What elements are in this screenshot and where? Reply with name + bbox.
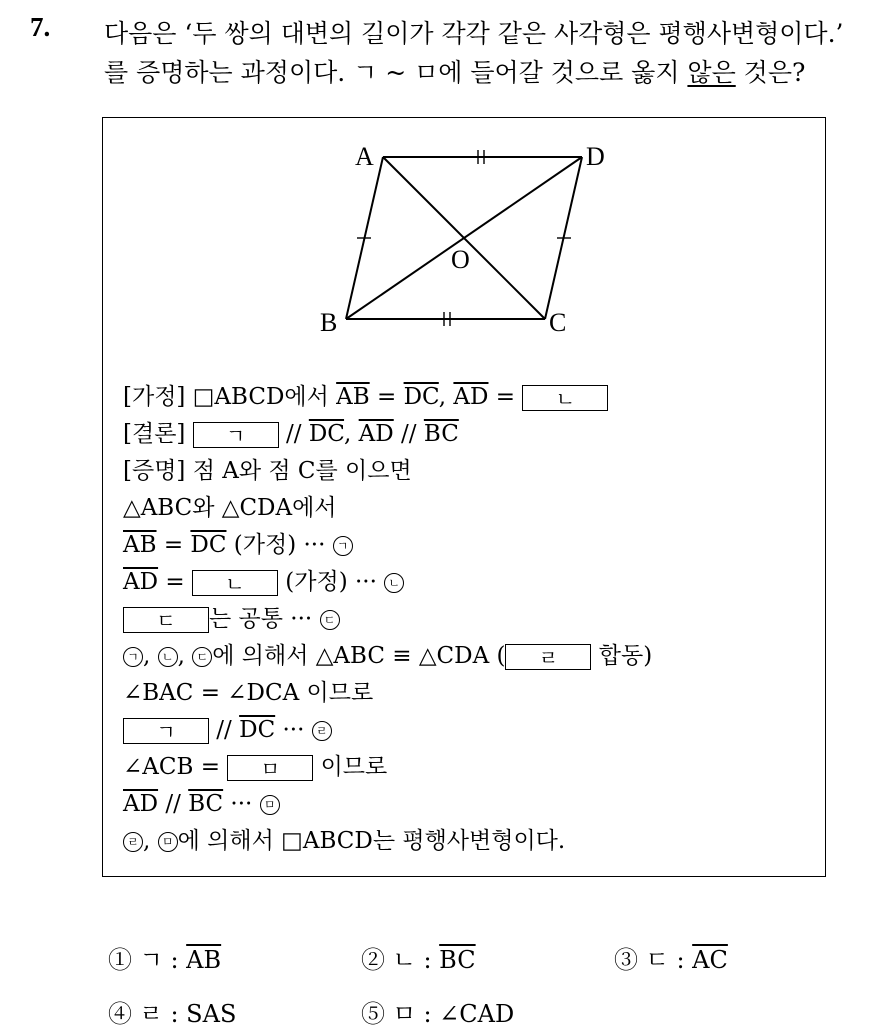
text: 에 의해서 △ABC ≡ △CDA (	[212, 643, 506, 669]
circled-label: ㄹ	[123, 832, 143, 852]
vertex-label-c: C	[549, 308, 567, 337]
choice-number: ④	[108, 1000, 132, 1028]
text: ,	[438, 384, 454, 410]
choice-5[interactable]	[361, 994, 514, 1029]
proof-line-4	[123, 493, 337, 523]
text: 는 공통 ···	[209, 606, 320, 632]
text: 이므로	[313, 754, 388, 780]
blank-box: ㄴ	[522, 385, 608, 411]
choice-4[interactable]	[108, 994, 236, 1029]
choice-number: ③	[614, 946, 638, 974]
text: =	[488, 384, 523, 410]
question-text-line1: 다음은 ‘두 쌍의 대변의 길이가 각각 같은 사각형은 평행사변형이다.’	[104, 19, 844, 48]
blank-box: ㄷ	[123, 607, 209, 633]
choice-number: ②	[361, 946, 385, 974]
text: (가정) ···	[277, 569, 385, 595]
proof-line-5	[123, 530, 353, 560]
parallelogram-figure	[320, 138, 620, 338]
segment: $\overline{BC}$	[423, 421, 459, 447]
segment: $\overline{AB}$	[123, 532, 157, 558]
circled-label: ㄴ	[384, 573, 404, 593]
text: 에 의해서 □ABCD는 평행사변형이다.	[177, 828, 566, 854]
diagonal-bd	[346, 157, 582, 319]
text: ,	[143, 828, 158, 854]
proof-line-12	[123, 789, 280, 819]
choice-3[interactable]	[614, 940, 728, 975]
segment: $\overline{AD}$	[123, 791, 159, 817]
blank-box: ㄱ	[123, 718, 209, 744]
segment: $\overline{AD}$	[123, 569, 159, 595]
segment: $\overline{DC}$	[403, 384, 439, 410]
question-number: 7.	[30, 12, 51, 42]
text: [결론]	[123, 421, 193, 447]
segment: $\overline{DC}$	[239, 717, 276, 743]
choice-value: $\overline{AC}$	[692, 946, 728, 974]
text: ∠ACB =	[123, 754, 228, 780]
proof-line-9	[123, 678, 373, 708]
segment: $\overline{BC}$	[188, 791, 224, 817]
question-text-part: 것은?	[735, 58, 806, 87]
text: ,	[344, 421, 359, 447]
vertex-label-a: A	[355, 142, 374, 171]
circled-label: ㅁ	[158, 832, 178, 852]
choice-2[interactable]	[361, 940, 476, 975]
text: =	[158, 569, 192, 595]
question-text-line2	[104, 53, 805, 89]
question-text-part: 를 증명하는 과정이다. ㄱ ~ ㅁ에 들어갈 것으로 옳지	[104, 58, 688, 87]
blank-box: ㄹ	[505, 644, 591, 670]
proof-line-assumption	[123, 382, 608, 412]
segment: $\overline{AB}$	[336, 384, 370, 410]
choice-label: ㄹ :	[139, 1000, 187, 1028]
segment: $\overline{AD}$	[453, 384, 489, 410]
vertex-label-o: O	[451, 245, 470, 274]
proof-line-conclusion	[123, 419, 459, 449]
blank-box: ㅁ	[227, 755, 313, 781]
choice-value: SAS	[186, 1000, 237, 1028]
text: //	[278, 421, 309, 447]
proof-line-6	[123, 567, 404, 597]
circled-label: ㄱ	[123, 647, 143, 667]
choice-1[interactable]	[108, 940, 221, 975]
proof-line-8	[123, 641, 652, 671]
choice-number: ⑤	[361, 1000, 385, 1028]
text: ···	[275, 717, 312, 743]
text: ···	[223, 791, 260, 817]
choice-value: ∠CAD	[439, 1000, 515, 1028]
choice-value: $\overline{AB}$	[186, 946, 222, 974]
text: ∠BAC = ∠DCA 이므로	[123, 680, 374, 706]
blank-box: ㄴ	[192, 570, 278, 596]
circled-label: ㄹ	[312, 721, 332, 741]
underlined-word: 않은	[687, 58, 736, 87]
text: 합동)	[591, 643, 653, 669]
choice-label: ㄷ :	[645, 946, 693, 974]
circled-label: ㄱ	[333, 536, 353, 556]
text: =	[369, 384, 404, 410]
text: ,	[177, 643, 193, 669]
text: ,	[143, 643, 158, 669]
vertex-label-b: B	[320, 308, 338, 337]
vertex-label-d: D	[586, 142, 605, 171]
circled-label: ㄷ	[320, 610, 340, 630]
text: [가정] □ABCD에서	[123, 384, 337, 410]
segment: $\overline{DC}$	[190, 532, 227, 558]
circled-label: ㄴ	[158, 647, 178, 667]
blank-box: ㄱ	[193, 422, 279, 448]
choice-label: ㄴ :	[392, 946, 440, 974]
proof-line-3	[123, 456, 412, 486]
segment: $\overline{AD}$	[358, 421, 394, 447]
circled-label: ㄷ	[192, 647, 212, 667]
proof-line-10	[123, 715, 332, 745]
proof-line-13	[123, 826, 565, 856]
text: =	[156, 532, 191, 558]
choice-label: ㅁ :	[392, 1000, 440, 1028]
choice-number: ①	[108, 946, 132, 974]
text: //	[393, 421, 424, 447]
text: (가정) ···	[226, 532, 333, 558]
text: [증명] 점 A와 점 C를 이으면	[123, 458, 412, 484]
circled-label: ㅁ	[260, 795, 280, 815]
text: //	[158, 791, 189, 817]
text: //	[209, 717, 240, 743]
proof-line-7	[123, 604, 340, 634]
segment: $\overline{DC}$	[308, 421, 345, 447]
choice-label: ㄱ :	[139, 946, 187, 974]
choice-value: $\overline{BC}$	[439, 946, 476, 974]
text: △ABC와 △CDA에서	[123, 495, 337, 521]
proof-line-11	[123, 752, 387, 782]
